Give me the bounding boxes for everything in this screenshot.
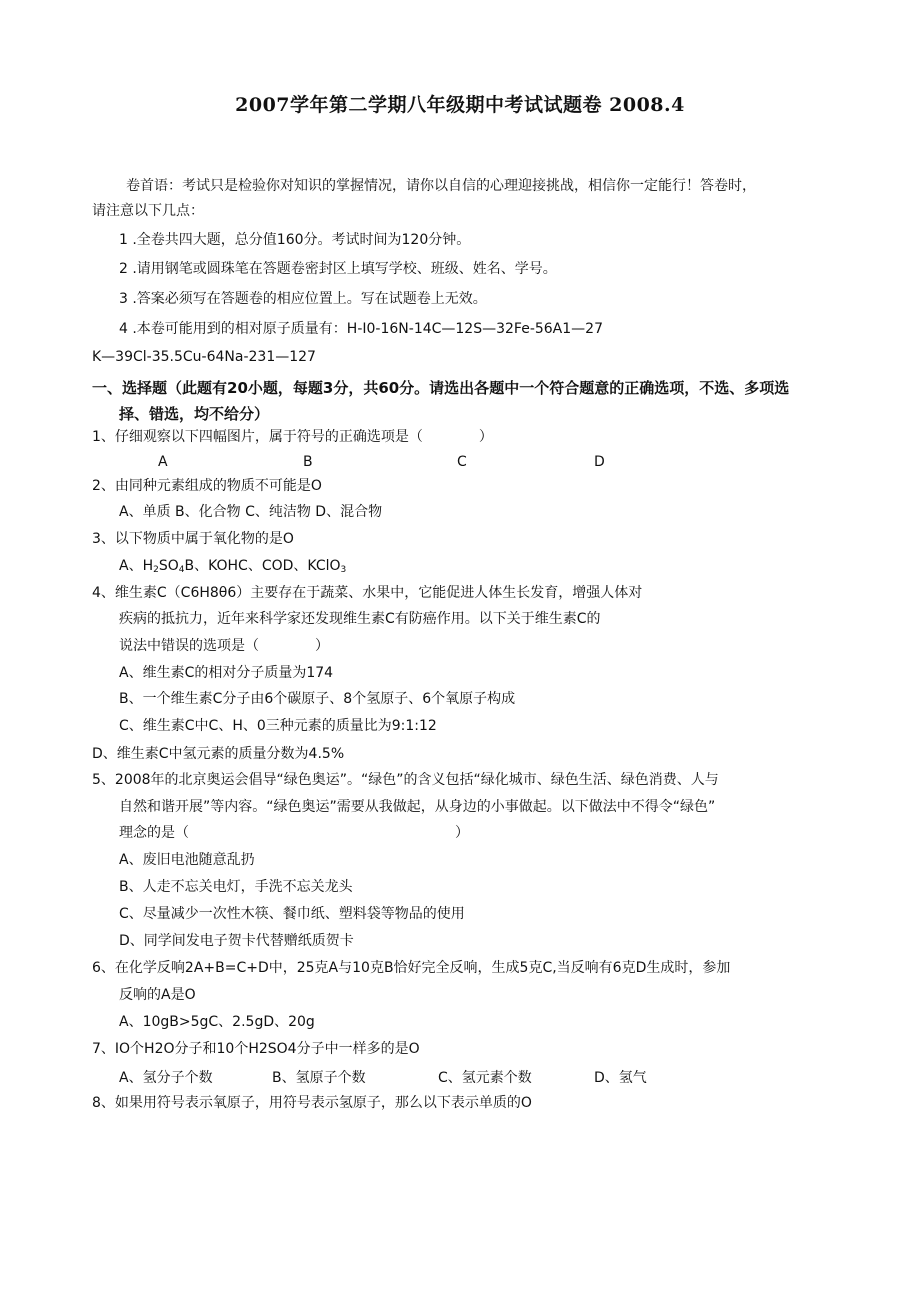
question-1-option-c: C xyxy=(457,454,467,470)
page-title: 2007学年第二学期八年级期中考试试题卷 2008.4 xyxy=(235,94,685,116)
question-4-option-a: A、维生素C的相对分子质量为174 xyxy=(119,665,334,681)
question-4-stem-line-2: 疾病的抵抗力，近年来科学家还发现维生素C有防癌作用。以下关于维生素C的 xyxy=(119,611,601,627)
question-4-option-b: B、一个维生素C分子由6个碳原子、8个氢原子、6个氧原子构成 xyxy=(119,691,516,707)
note-2: 2 .请用钢笔或圆珠笔在答题卷密封区上填写学校、班级、姓名、学号。 xyxy=(119,261,557,277)
section-heading-line-1: 一、选择题（此题有20小题，每题3分，共60分。请选出各题中一个符合题意的正确选项，不选、多项选 xyxy=(92,379,790,397)
question-6-stem-line-1: 6、在化学反响2A+B=C+D中，25克A与10克B恰好完全反响，生成5克C,当反响有6克D生成时，参加 xyxy=(92,960,731,976)
question-4-stem-line-1: 4、维生素C（C6H8θ6）主要存在于蔬菜、水果中，它能促进人体生长发育，增强人体对 xyxy=(92,585,643,601)
question-6-options: A、10gB>5gC、2.5gD、20g xyxy=(119,1014,315,1030)
preface-line-1: 卷首语：考试只是检验你对知识的掌握情况，请你以自信的心理迎接挑战，相信你一定能行！答卷时， xyxy=(126,178,756,194)
question-7-option-c: C、氢元素个数 xyxy=(438,1070,532,1086)
question-5-option-b: B、人走不忘关电灯，手洗不忘关龙头 xyxy=(119,879,353,895)
question-6-stem-line-2: 反响的A是O xyxy=(119,987,196,1003)
question-1-option-b: B xyxy=(303,454,313,470)
question-8-stem: 8、如果用符号表示氧原子，用符号表示氢原子，那么以下表示单质的O xyxy=(92,1095,532,1111)
section-heading-line-2: 择、错选，均不给分） xyxy=(119,405,270,423)
note-4-continued: K—39Cl-35.5Cu-64Na-231—127 xyxy=(92,349,316,365)
question-5-stem-line-1: 5、2008年的北京奥运会倡导“绿色奥运”。“绿色”的含义包括“绿化城市、绿色生活、绿色消费、人与 xyxy=(92,772,719,788)
note-3: 3 .答案必须写在答题卷的相应位置上。写在试题卷上无效。 xyxy=(119,291,487,307)
question-7-option-d: D、氢气 xyxy=(594,1070,647,1086)
preface-line-2: 请注意以下几点： xyxy=(92,203,204,219)
question-1-option-d: D xyxy=(594,454,605,470)
note-4: 4 .本卷可能用到的相对原子质量有：H-I0-16N-14C—12S—32Fe-56A1—27 xyxy=(119,321,603,337)
question-5-stem-line-2: 自然和谐开展”等内容。“绿色奥运”需要从我做起，从身边的小事做起。以下做法中不得令“绿色” xyxy=(119,799,716,815)
question-4-stem-line-3: 说法中错误的选项是（ ） xyxy=(119,638,329,654)
question-1-option-a: A xyxy=(158,454,168,470)
question-2-stem: 2、由同种元素组成的物质不可能是O xyxy=(92,478,322,494)
question-7-stem: 7、IO个H2O分子和10个H2SO4分子中一样多的是O xyxy=(92,1041,420,1057)
question-5-stem-line-3: 理念的是（ ） xyxy=(119,825,469,841)
question-3-stem: 3、以下物质中属于氧化物的是O xyxy=(92,531,294,547)
question-2-options: A、单质 B、化合物 C、纯洁物 D、混合物 xyxy=(119,504,383,520)
question-5-option-c: C、尽量减少一次性木筷、餐巾纸、塑料袋等物品的使用 xyxy=(119,906,465,922)
question-5-option-d: D、同学间发电子贺卡代替赠纸质贺卡 xyxy=(119,933,354,949)
question-7-option-a: A、氢分子个数 xyxy=(119,1070,213,1086)
question-4-option-d: D、维生素C中氢元素的质量分数为4.5% xyxy=(92,746,345,762)
question-1-stem: 1、仔细观察以下四幅图片，属于符号的正确选项是（ ） xyxy=(92,429,493,445)
question-5-option-a: A、废旧电池随意乱扔 xyxy=(119,852,255,868)
note-1: 1 .全卷共四大题，总分值160分。考试时间为120分钟。 xyxy=(119,232,471,248)
question-7-option-b: B、氢原子个数 xyxy=(272,1070,366,1086)
question-4-option-c: C、维生素C中C、H、0三种元素的质量比为9:1:12 xyxy=(119,718,437,734)
question-3-options: A、$H_2SO_4B$、KOHC、COD、KClO$_3$ xyxy=(119,558,347,575)
